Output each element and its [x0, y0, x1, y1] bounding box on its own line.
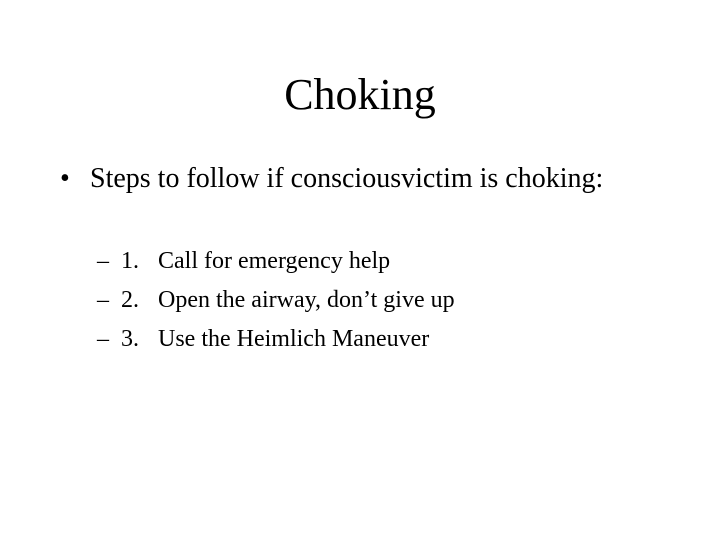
step-text: Use the Heimlich Maneuver — [158, 326, 430, 352]
step-item-1 — [97, 246, 657, 285]
step-dash: – — [97, 248, 109, 274]
step-dash: – — [97, 326, 109, 352]
step-dash: – — [97, 287, 109, 313]
step-number: 3. — [121, 326, 139, 352]
steps-list — [97, 246, 657, 363]
bullet-item — [60, 162, 620, 196]
slide-title: Choking — [284, 70, 436, 119]
step-number: 1. — [121, 248, 139, 274]
bullet-text: Steps to follow if consciousvictim is choking: — [90, 163, 604, 194]
step-text: Call for emergency help — [158, 248, 391, 274]
step-number: 2. — [121, 287, 139, 313]
step-item-2 — [97, 285, 657, 324]
bullet-mark: • — [60, 163, 70, 194]
step-text: Open the airway, don’t give up — [158, 287, 455, 313]
step-item-3 — [97, 324, 657, 363]
bullet-list — [60, 162, 620, 196]
